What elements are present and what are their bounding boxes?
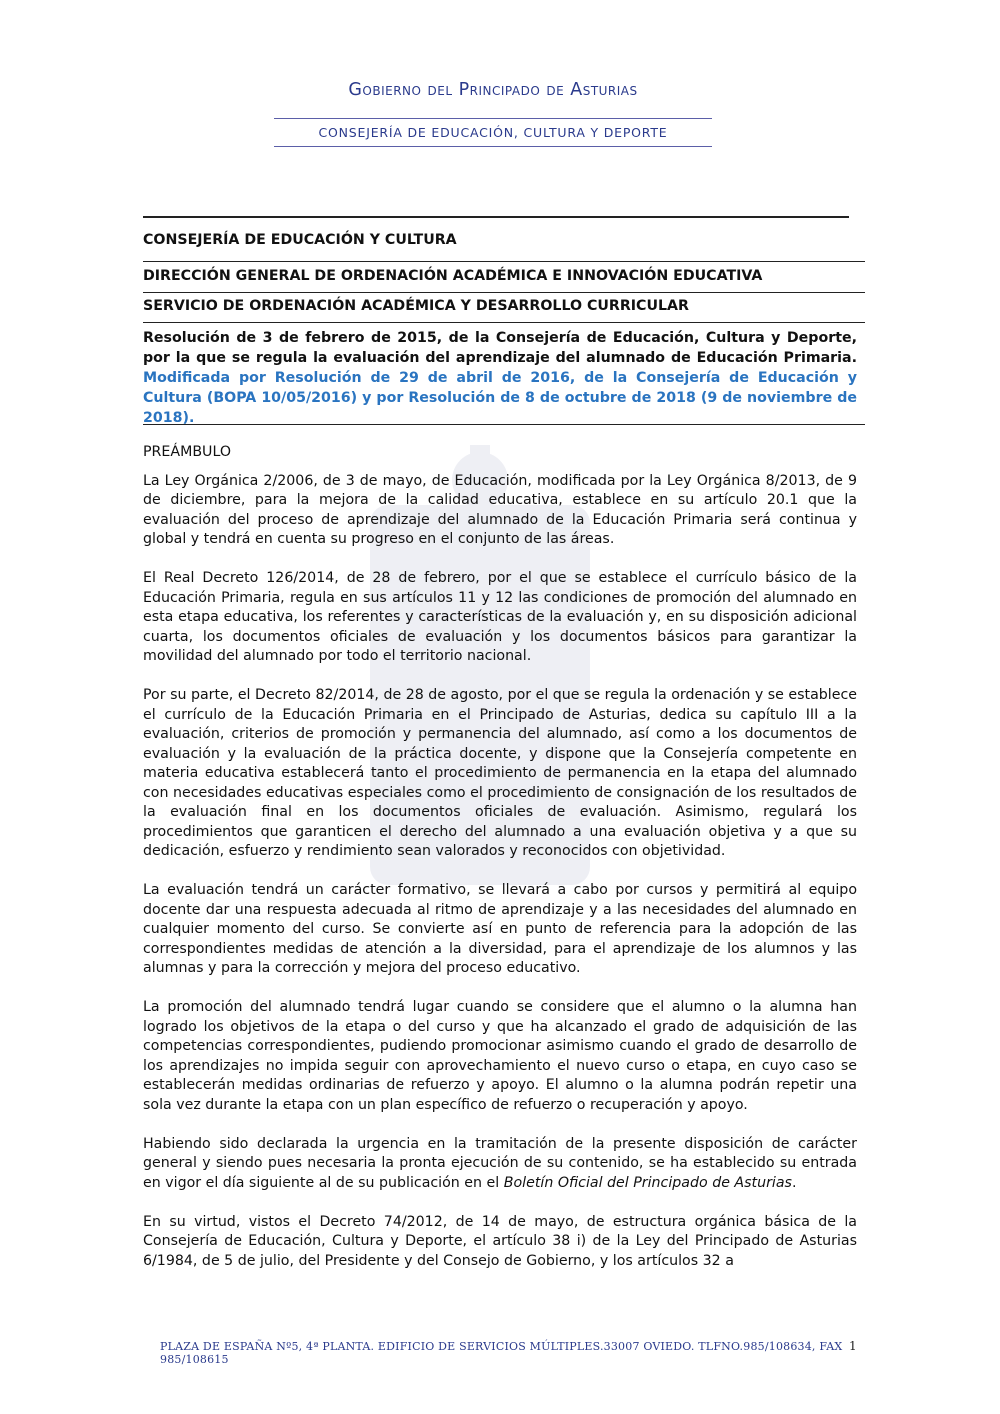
- section-servicio: SERVICIO DE ORDENACIÓN ACADÉMICA Y DESARROLLO CURRICULAR: [143, 298, 689, 314]
- section-consejeria: CONSEJERÍA DE EDUCACIÓN Y CULTURA: [143, 232, 457, 248]
- preamble: [143, 443, 857, 1291]
- department-title: CONSEJERÍA DE EDUCACIÓN, CULTURA Y DEPORTE: [318, 125, 668, 140]
- paragraph-5: La promoción del alumnado tendrá lugar cuando se considere que el alumno o la alumna han logrado los objetivos de la etapa o del curso y que ha alcanzado el grado de adquisición de las competencias correspondientes, pudiendo promocionar asimismo cuando el grado de desarrollo de los aprendizajes no impida seguir con aprovechamiento el nuevo curso o etapa, en cuyo caso se establecerán medidas ordinarias de refuerzo y apoyo. El alumno o la alumna podrán repetir una sola vez durante la etapa con un plan específico de refuerzo o recuperación y apoyo.: [143, 999, 857, 1113]
- paragraph-7: En su virtud, vistos el Decreto 74/2012, de 14 de mayo, de estructura orgánica básica de la Consejería de Educación, Cultura y Deporte, el artículo 38 i) de la Ley del Principado de Asturias 6/1984, de 5 de julio, del Presidente y del Consejo de Gobierno, y los artículos 32 a: [143, 1213, 857, 1269]
- paragraph-3: Por su parte, el Decreto 82/2014, de 28 de agosto, por el que se regula la ordenación y se establece el currículo de la Educación Primaria en el Principado de Asturias, dedica su capítulo III a la evaluación, criterios de promoción y permanencia del alumnado, así como a los documentos de evaluación y la evaluación de la práctica docente, y dispone que la Consejería competente en materia educativa establecerá tanto el procedimiento de permanencia en la etapa del alumnado con necesidades educativas especiales como el procedimiento de consignación de los resultados de la evaluación final en los documentos oficiales de evaluación. Asimismo, regulará los procedimientos que garanticen el derecho del alumnado a una evaluación objetiva y a que su dedicación, esfuerzo y rendimiento sean valorados y reconocidos con objetividad.: [143, 687, 857, 859]
- resolution-title: [143, 328, 857, 428]
- rule: [143, 292, 865, 293]
- rule: [143, 261, 865, 262]
- preamble-title: PREÁMBULO: [143, 444, 232, 460]
- resolution-modified: Modificada por Resolución de 29 de abril de 2016, de la Consejería de Educación y Cultura (BOPA 10/05/2016) y por Resolución de 8 de octubre de 2018 (9 de noviembre de 2018).: [143, 370, 857, 426]
- header-divider-top: [274, 118, 712, 119]
- top-rule: [143, 216, 849, 218]
- section-direccion-general: DIRECCIÓN GENERAL DE ORDENACIÓN ACADÉMICA E INNOVACIÓN EDUCATIVA: [143, 268, 763, 284]
- paragraph-4: La evaluación tendrá un carácter formativo, se llevará a cabo por cursos y permitirá al equipo docente dar una respuesta adecuada al ritmo de aprendizaje y a las necesidades del alumnado en cualquier momento del curso. Se convierte así en punto de referencia para la adopción de las correspondientes medidas de atención a la diversidad, para el aprendizaje de los alumnos y las alumnas y para la corrección y mejora del proceso educativo.: [143, 882, 857, 976]
- paragraph-6: [143, 1135, 857, 1194]
- footer-address: PLAZA DE ESPAÑA Nº5, 4ª PLANTA. EDIFICIO DE SERVICIOS MÚLTIPLES.33007 OVIEDO. TLFNO.985/108634, FAX 985/108615: [160, 1340, 843, 1366]
- bopa-title: Boletín Oficial del Principado de Asturias: [503, 1174, 792, 1191]
- rule: [143, 322, 865, 323]
- government-title: Gobierno del Principado de Asturias: [348, 80, 638, 100]
- paragraph-6-end: .: [791, 1174, 797, 1191]
- document-body: [143, 216, 865, 1269]
- page-number: 1: [849, 1339, 857, 1353]
- header-divider-bottom: [274, 146, 712, 147]
- paragraph-1: La Ley Orgánica 2/2006, de 3 de mayo, de Educación, modificada por la Ley Orgánica 8/2013, de 9 de diciembre, para la mejora de la calidad educativa, establece en su artículo 20.1 que la evaluación del proceso de aprendizaje del alumnado de la Educación Primaria será continua y global y tendrá en cuenta su progreso en el conjunto de las áreas.: [143, 472, 857, 547]
- rule: [143, 424, 865, 425]
- paragraph-6-text: Habiendo sido declarada la urgencia en la tramitación de la presente disposición de carácter general y siendo pues necesaria la pronta ejecución de su contenido, se ha establecido su entrada en vigor el día siguiente al de su publicación en el: [143, 1135, 857, 1191]
- resolution-main: Resolución de 3 de febrero de 2015, de la Consejería de Educación, Cultura y Deporte, por la que se regula la evaluación del aprendizaje del alumnado de Educación Primaria.: [143, 330, 857, 366]
- paragraph-2: El Real Decreto 126/2014, de 28 de febrero, por el que se establece el currículo básico de la Educación Primaria, regula en sus artículos 11 y 12 las condiciones de promoción del alumnado en esta etapa educativa, los referentes y características de la evaluación y, en su disposición adicional cuarta, los documentos oficiales de evaluación y los documentos básicos para garantizar la movilidad del alumnado por todo el territorio nacional.: [143, 570, 857, 664]
